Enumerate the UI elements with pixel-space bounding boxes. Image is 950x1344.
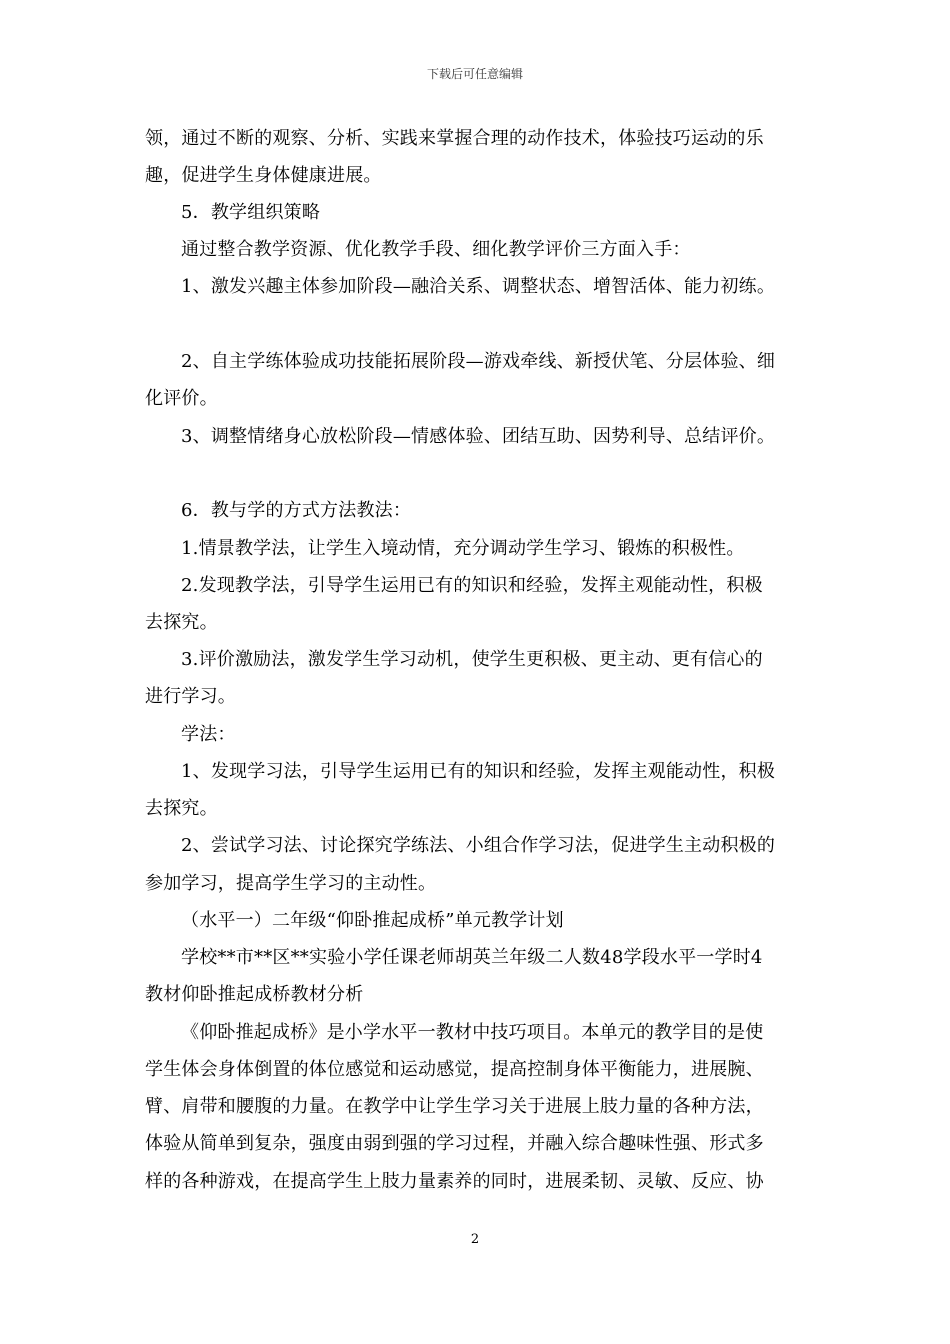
list-item: 2、自主学练体验成功技能拓展阶段—游戏牵线、新授伏笔、分层体验、细 [181, 351, 776, 372]
section-heading: （水平一）二年级“仰卧推起成桥”单元教学计划 [181, 910, 564, 931]
paragraph-line: 样的各种游戏，在提高学生上肢力量素养的同时，进展柔韧、灵敏、反应、协 [145, 1171, 764, 1192]
list-item: 3.评价激励法，激发学生学习动机，使学生更积极、更主动、更有信心的 [181, 649, 763, 670]
paragraph-line: 体验从简单到复杂，强度由弱到强的学习过程，并融入综合趣味性强、形式多 [145, 1133, 764, 1154]
paragraph-line: 去探究。 [145, 798, 218, 819]
paragraph-line: 趣，促进学生身体健康进展。 [145, 165, 382, 186]
paragraph-line: 通过整合教学资源、优化教学手段、细化教学评价三方面入手： [181, 239, 691, 260]
paragraph-line: 臂、肩带和腰腹的力量。在教学中让学生学习关于进展上肢力量的各种方法， [145, 1096, 764, 1117]
paragraph-line: 教材仰卧推起成桥教材分析 [145, 984, 364, 1005]
list-item: 3、调整情绪身心放松阶段—情感体验、团结互助、因势利导、总结评价。 [181, 426, 776, 447]
page-header: 下载后可任意编辑 [426, 67, 523, 81]
list-item: 2.发现教学法，引导学生运用已有的知识和经验，发挥主观能动性，积极 [181, 575, 763, 596]
paragraph-line: 参加学习，提高学生学习的主动性。 [145, 873, 437, 894]
paragraph-line: 化评价。 [145, 388, 218, 409]
paragraph-line: 领，通过不断的观察、分析、实践来掌握合理的动作技术，体验技巧运动的乐 [145, 128, 764, 149]
section-heading: 6．教与学的方式方法教法： [181, 500, 412, 521]
paragraph-line: 进行学习。 [145, 686, 236, 707]
page-number: 2 [470, 1232, 480, 1247]
list-item: 2、尝试学习法、讨论探究学练法、小组合作学习法，促进学生主动积极的 [181, 835, 776, 856]
paragraph-line: 去探究。 [145, 612, 218, 633]
paragraph-line: 《仰卧推起成桥》是小学水平一教材中技巧项目。本单元的教学目的是使 [181, 1022, 764, 1043]
section-heading: 学法： [181, 724, 236, 745]
list-item: 1、激发兴趣主体参加阶段—融洽关系、调整状态、增智活体、能力初练。 [181, 276, 776, 297]
paragraph-line: 学生体会身体倒置的体位感觉和运动感觉，提高控制身体平衡能力，进展腕、 [145, 1059, 764, 1080]
paragraph-line: 学校**市**区**实验小学任课老师胡英兰年级二人数48学段水平一学时4 [181, 947, 763, 968]
list-item: 1.情景教学法，让学生入境动情，充分调动学生学习、锻炼的积极性。 [181, 538, 745, 559]
list-item: 1、发现学习法，引导学生运用已有的知识和经验，发挥主观能动性，积极 [181, 761, 776, 782]
section-heading: 5．教学组织策略 [181, 202, 321, 223]
